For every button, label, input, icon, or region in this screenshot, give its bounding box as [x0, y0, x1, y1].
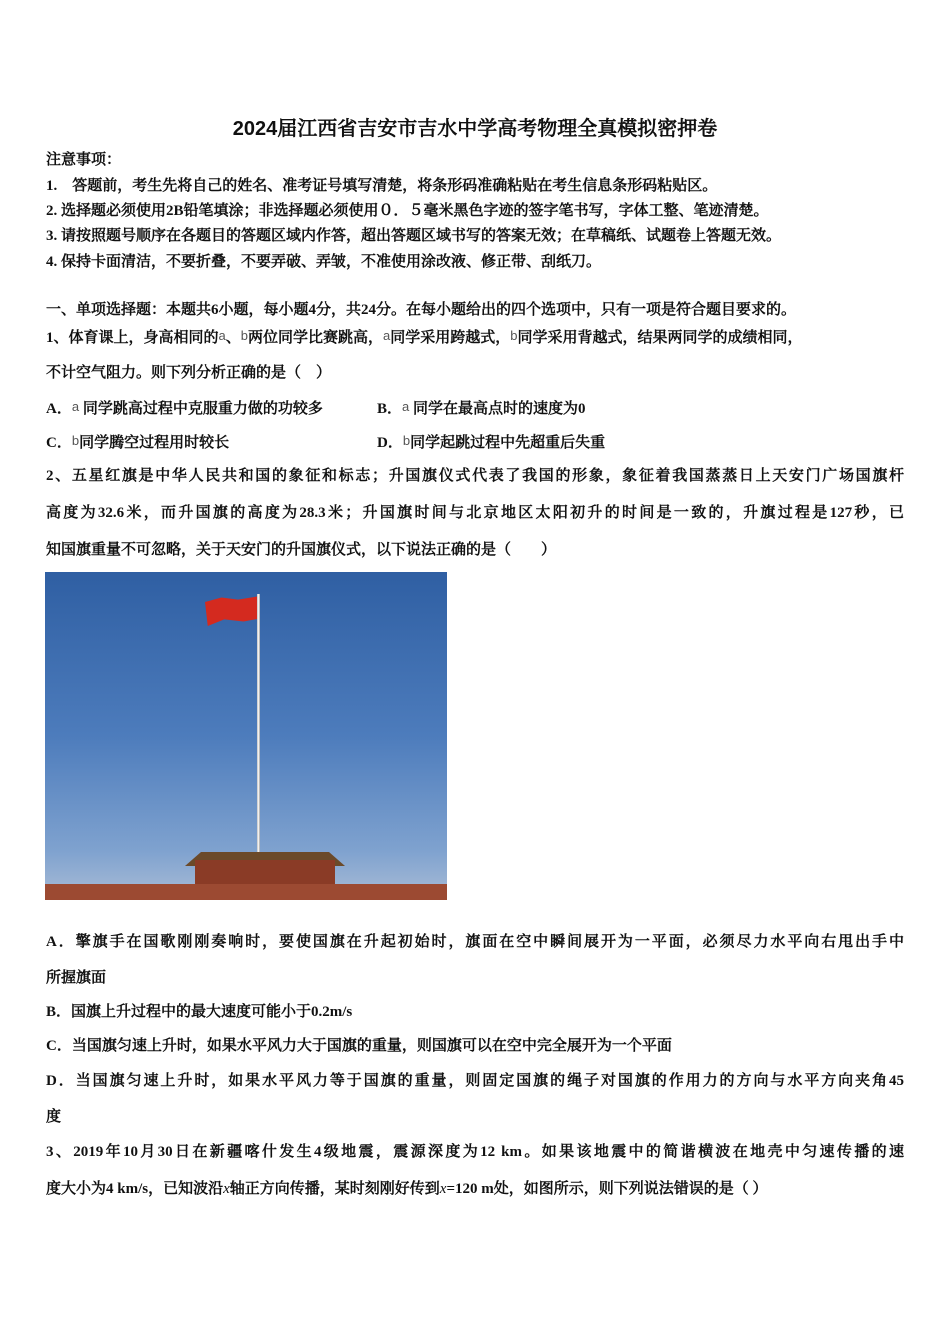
label: D． — [377, 435, 403, 451]
text: 两位同学比赛跳高， — [248, 330, 384, 346]
notice-item: 1. 答题前，考生先将自己的姓名、准考证号填写清楚，将条形码准确粘贴在考生信息条形码粘贴区。 — [46, 178, 718, 194]
var-b: b — [71, 433, 80, 448]
section-heading: 一、单项选择题：本题共6小题，每小题4分，共24分。在每小题给出的四个选项中，只有一项是符合题目要求的。 — [46, 302, 797, 318]
q2-option-d: D．当国旗匀速上升时，如果水平风力等于国旗的重量，则固定国旗的绳子对国旗的作用力的方向与水平方向夹角45 — [46, 1073, 904, 1089]
notice-item: 3. 请按照题号顺序在各题目的答题区域内作答，超出答题区域书写的答案无效；在草稿纸、试题卷上答题无效。 — [46, 228, 782, 244]
text: =120 m处，如图所示，则下列说法错误的是（ ） — [446, 1181, 768, 1197]
wall — [45, 884, 447, 900]
text: 轴正方向传播，某时刻刚好传到 — [229, 1181, 440, 1197]
q2-option-c: C．当国旗匀速上升时，如果水平风力大于国旗的重量，则国旗可以在空中完全展开为一个平面 — [46, 1038, 672, 1054]
var-b: b — [510, 328, 518, 343]
notice-item: 2. 选择题必须使用2B铅笔填涂；非选择题必须使用０．５毫米黑色字迹的签字笔书写，字体工整、笔迹清楚。 — [46, 203, 769, 219]
page-title: 2024届江西省吉安市吉水中学高考物理全真模拟密押卷 — [232, 118, 718, 140]
text: 同学跳高过程中克服重力做的功较多 — [82, 401, 323, 417]
text: 同学起跳过程中先超重后失重 — [410, 435, 606, 451]
label: A． — [46, 401, 72, 417]
var-b: b — [402, 433, 411, 448]
var-a: a — [218, 328, 226, 343]
q2-option-a: A．擎旗手在国歌刚刚奏响时，要使国旗在升起初始时，旗面在空中瞬间展开为一平面，必须尽力水平向右甩出手中 — [46, 934, 904, 950]
text: 1、体育课上，身高相同的 — [46, 330, 219, 346]
text: 同学腾空过程用时较长 — [79, 435, 230, 451]
q2-stem-line: 知国旗重量不可忽略，关于天安门的升国旗仪式，以下说法正确的是（ ） — [46, 542, 557, 558]
q3-stem-line — [46, 1179, 768, 1199]
text: 、 — [225, 330, 241, 346]
q2-option-a-cont: 所握旗面 — [46, 970, 107, 986]
q1-stem-line: 不计空气阻力。则下列分析正确的是（ ） — [46, 365, 332, 381]
q3-stem-line: 3、2019年10月30日在新疆喀什发生4级地震，震源深度为12 km。如果该地震中的简谐横波在地壳中匀速传播的速 — [46, 1144, 904, 1160]
text: 度大小为4 km/s，已知波沿 — [46, 1181, 224, 1197]
var-x: x — [439, 1181, 447, 1197]
text: 同学在最高点时的速度为0 — [413, 401, 586, 417]
flag-raising-photo — [45, 572, 447, 900]
var-b: b — [240, 328, 248, 343]
var-x: x — [223, 1181, 230, 1197]
q1-option-b — [377, 397, 586, 419]
label: B． — [377, 401, 403, 417]
notice-heading: 注意事项： — [46, 152, 122, 168]
var-a: a — [402, 399, 410, 414]
var-a: a — [71, 399, 80, 414]
flag — [205, 596, 260, 626]
text: 同学采用背越式，结果两同学的成绩相同， — [517, 330, 803, 346]
q1-option-a — [46, 397, 323, 419]
label: C． — [46, 435, 72, 451]
notice-item: 4. 保持卡面清洁，不要折叠，不要弄破、弄皱，不准使用涂改液、修正带、刮纸刀。 — [46, 254, 602, 270]
q1-stem-line — [46, 326, 803, 348]
q2-option-b: B．国旗上升过程中的最大速度可能小于0.2m/s — [46, 1004, 353, 1020]
text: 同学采用跨越式， — [390, 330, 511, 346]
q2-stem-line: 2、五星红旗是中华人民共和国的象征和标志；升国旗仪式代表了我国的形象，象征着我国蒸蒸日上天安门广场国旗杆 — [46, 468, 904, 484]
var-a: a — [383, 328, 391, 343]
q1-option-d — [377, 431, 605, 453]
q2-stem-line: 高度为32.6米，而升国旗的高度为28.3米；升国旗时间与北京地区太阳初升的时间是一致的，升旗过程是127秒，已 — [46, 505, 904, 521]
q2-option-d-cont: 度 — [46, 1109, 62, 1125]
q1-option-c — [46, 431, 229, 453]
